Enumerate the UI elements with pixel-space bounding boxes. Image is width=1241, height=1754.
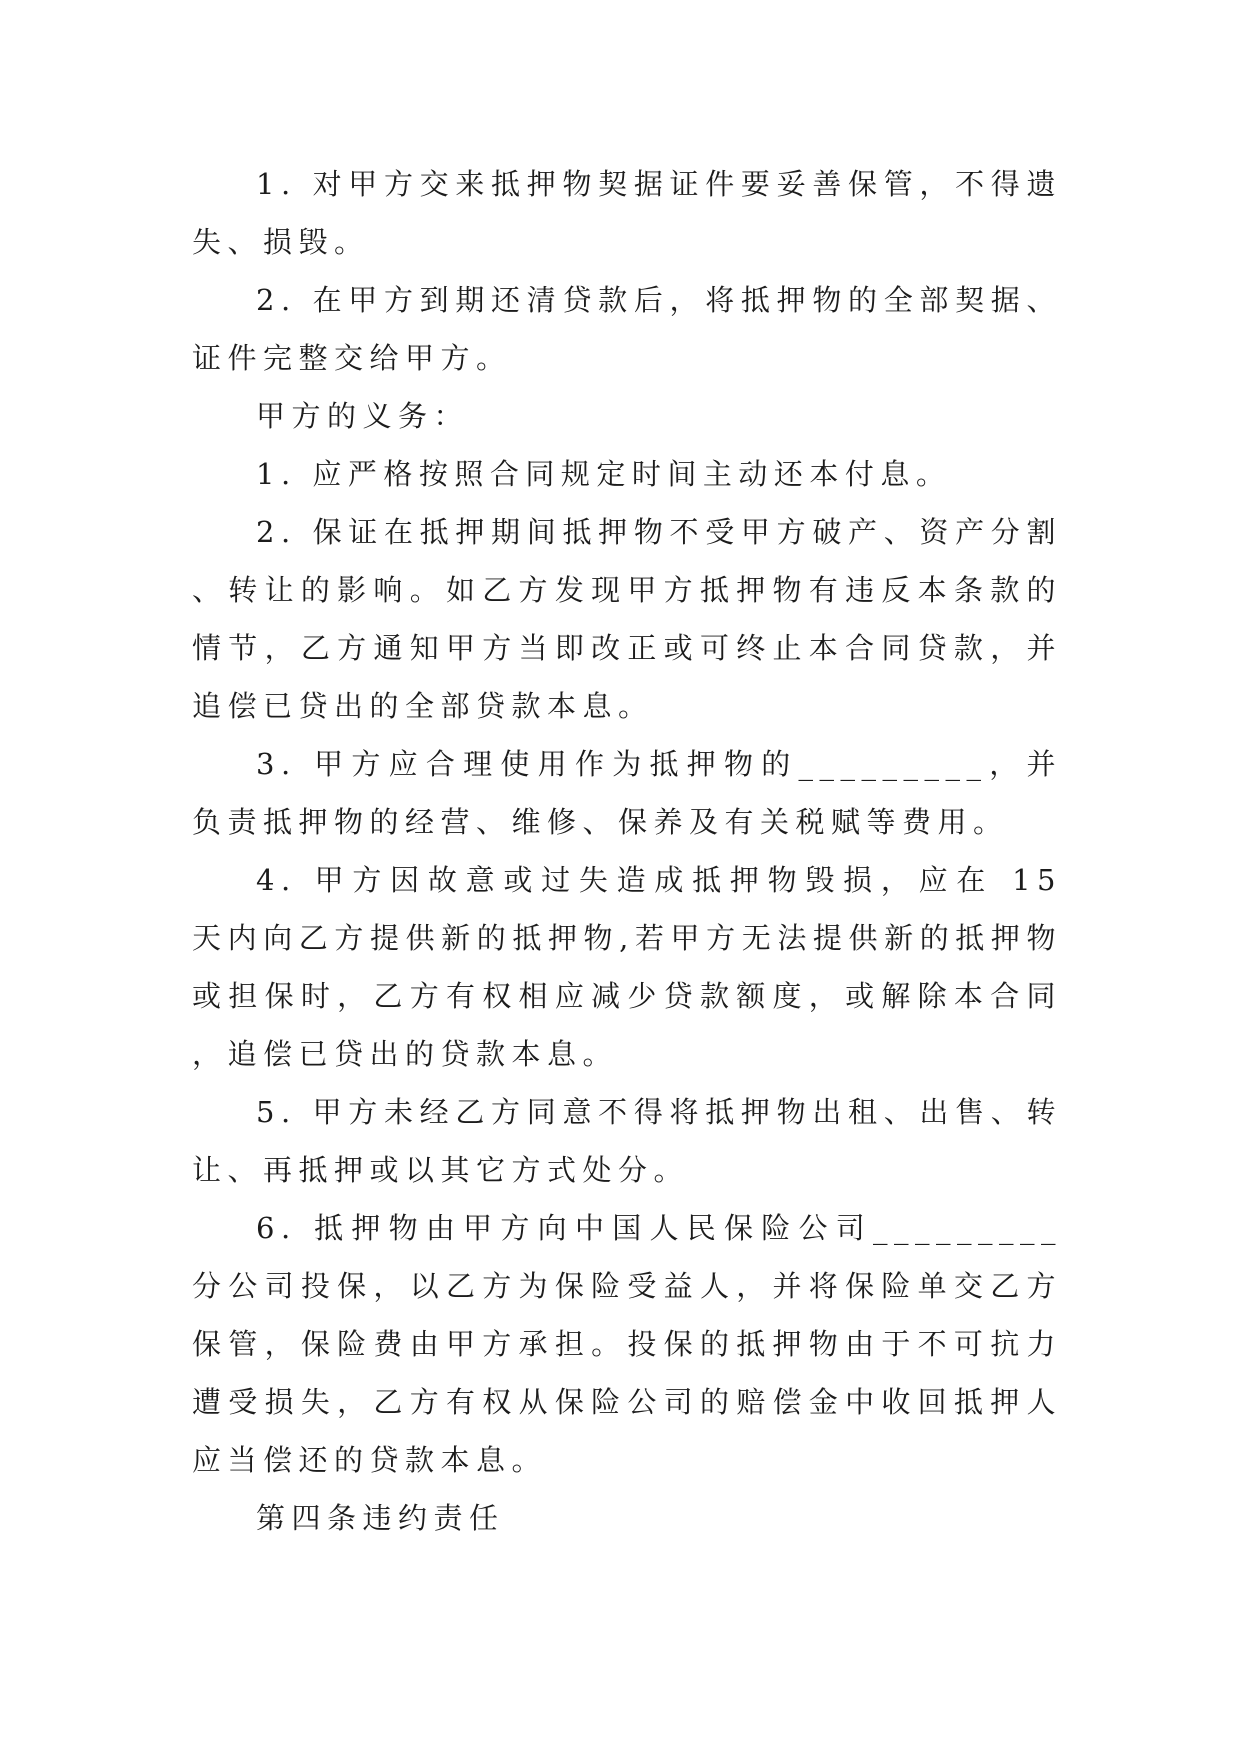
paragraph-insurance: 6. 抵押物由甲方向中国人民保险公司_________分公司投保，以乙方为保险受益人，并将保险单交乙方保管，保险费由甲方承担。投保的抵押物由于不可抗力遭受损失，乙方有权从保险公司的赔偿金中收回抵押人应当偿还的贷款本息。 [192,1211,1062,1477]
paragraph-return-of-deeds: 2. 在甲方到期还清贷款后，将抵押物的全部契据、证件完整交给甲方。 [192,283,1062,375]
paragraph-collateral-damage: 4. 甲方因故意或过失造成抵押物毁损，应在 15 天内向乙方提供新的抵押物,若甲方无法提供新的抵押物或担保时，乙方有权相应减少贷款额度，或解除本合同，追偿已贷出的贷款本息。 [192,863,1062,1071]
paragraph-disposal-restriction: 5. 甲方未经乙方同意不得将抵押物出租、出售、转让、再抵押或以其它方式处分。 [192,1095,1062,1187]
section-heading-article-four: 第四条违约责任 [256,1501,505,1535]
paragraph-collateral-use: 3. 甲方应合理使用作为抵押物的_________，并负责抵押物的经营、维修、保养及有关税赋等费用。 [192,747,1062,839]
paragraph-repayment-schedule: 1. 应严格按照合同规定时间主动还本付息。 [256,457,952,491]
section-heading-party-a-obligations: 甲方的义务： [256,399,470,433]
document-body [192,155,1062,1547]
paragraph-custody-of-deeds: 1. 对甲方交来抵押物契据证件要妥善保管，不得遗失、损毁。 [192,167,1062,259]
paragraph-collateral-protection: 2. 保证在抵押期间抵押物不受甲方破产、资产分割、转让的影响。如乙方发现甲方抵押物有违反本条款的情节，乙方通知甲方当即改正或可终止本合同贷款，并追偿已贷出的全部贷款本息。 [192,515,1062,723]
